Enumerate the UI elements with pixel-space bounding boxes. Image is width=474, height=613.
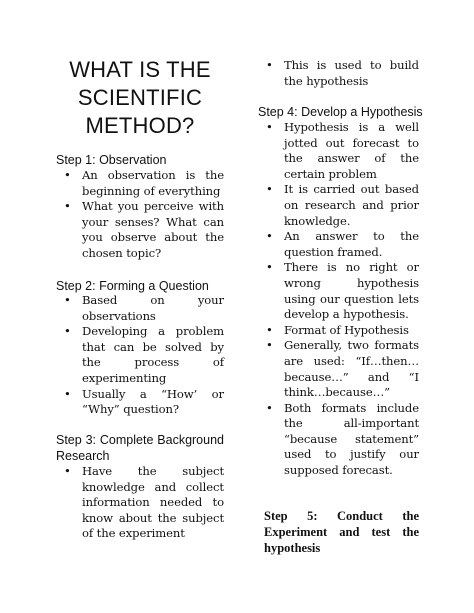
step5-heading — [264, 508, 419, 556]
step2-list — [56, 293, 224, 418]
step1-heading: Step 1: Observation — [56, 153, 167, 167]
heading-line: Experiment and test the — [264, 525, 419, 539]
continued-list — [258, 58, 419, 89]
step4-list — [258, 120, 419, 479]
list-item: • Generally, two formats are used: “If…then…because…” and “I think…because…” — [258, 338, 419, 400]
list-item: • Usually a “How’ or “Why” question? — [56, 387, 224, 418]
title-line: SCIENTIFIC — [77, 85, 203, 110]
heading-line: Step 5: Conduct the — [264, 509, 419, 523]
list-item: • This is used to build the hypothesis — [258, 58, 419, 89]
list-item: • It is carried out based on research and prior knowledge. — [258, 182, 419, 229]
step3-heading — [56, 432, 224, 464]
heading-line: hypothesis — [264, 541, 321, 555]
step4-heading: Step 4: Develop a Hypothesis — [258, 105, 423, 119]
list-item: • Developing a problem that can be solved by the process of experimenting — [56, 324, 224, 386]
list-item: • Based on your observations — [56, 293, 224, 324]
list-item: • Have the subject knowledge and collect information needed to know about the subject of the experiment — [56, 464, 224, 542]
list-item: • What you perceive with your senses? What can you observe about the chosen topic? — [56, 199, 224, 261]
list-item: • An observation is the beginning of everything — [56, 168, 224, 199]
list-item: • Both formats include the all-important “because statement” used to justify our supposed forecast. — [258, 401, 419, 479]
list-item: • There is no right or wrong hypothesis using our question lets develop a hypothesis. — [258, 260, 419, 322]
step2-heading: Step 2: Forming a Question — [56, 279, 209, 293]
heading-line: Research — [56, 449, 110, 463]
title-line: METHOD? — [85, 113, 195, 138]
list-item: • Hypothesis is a well jotted out forecast to the answer of the certain problem — [258, 120, 419, 182]
step1-list — [56, 168, 224, 262]
list-item: • Format of Hypothesis — [258, 323, 419, 339]
heading-line: Step 3: Complete Background — [56, 433, 224, 447]
list-item: • An answer to the question framed. — [258, 229, 419, 260]
title-line: WHAT IS THE — [69, 57, 211, 82]
page-title — [60, 56, 220, 140]
step3-list — [56, 464, 224, 542]
